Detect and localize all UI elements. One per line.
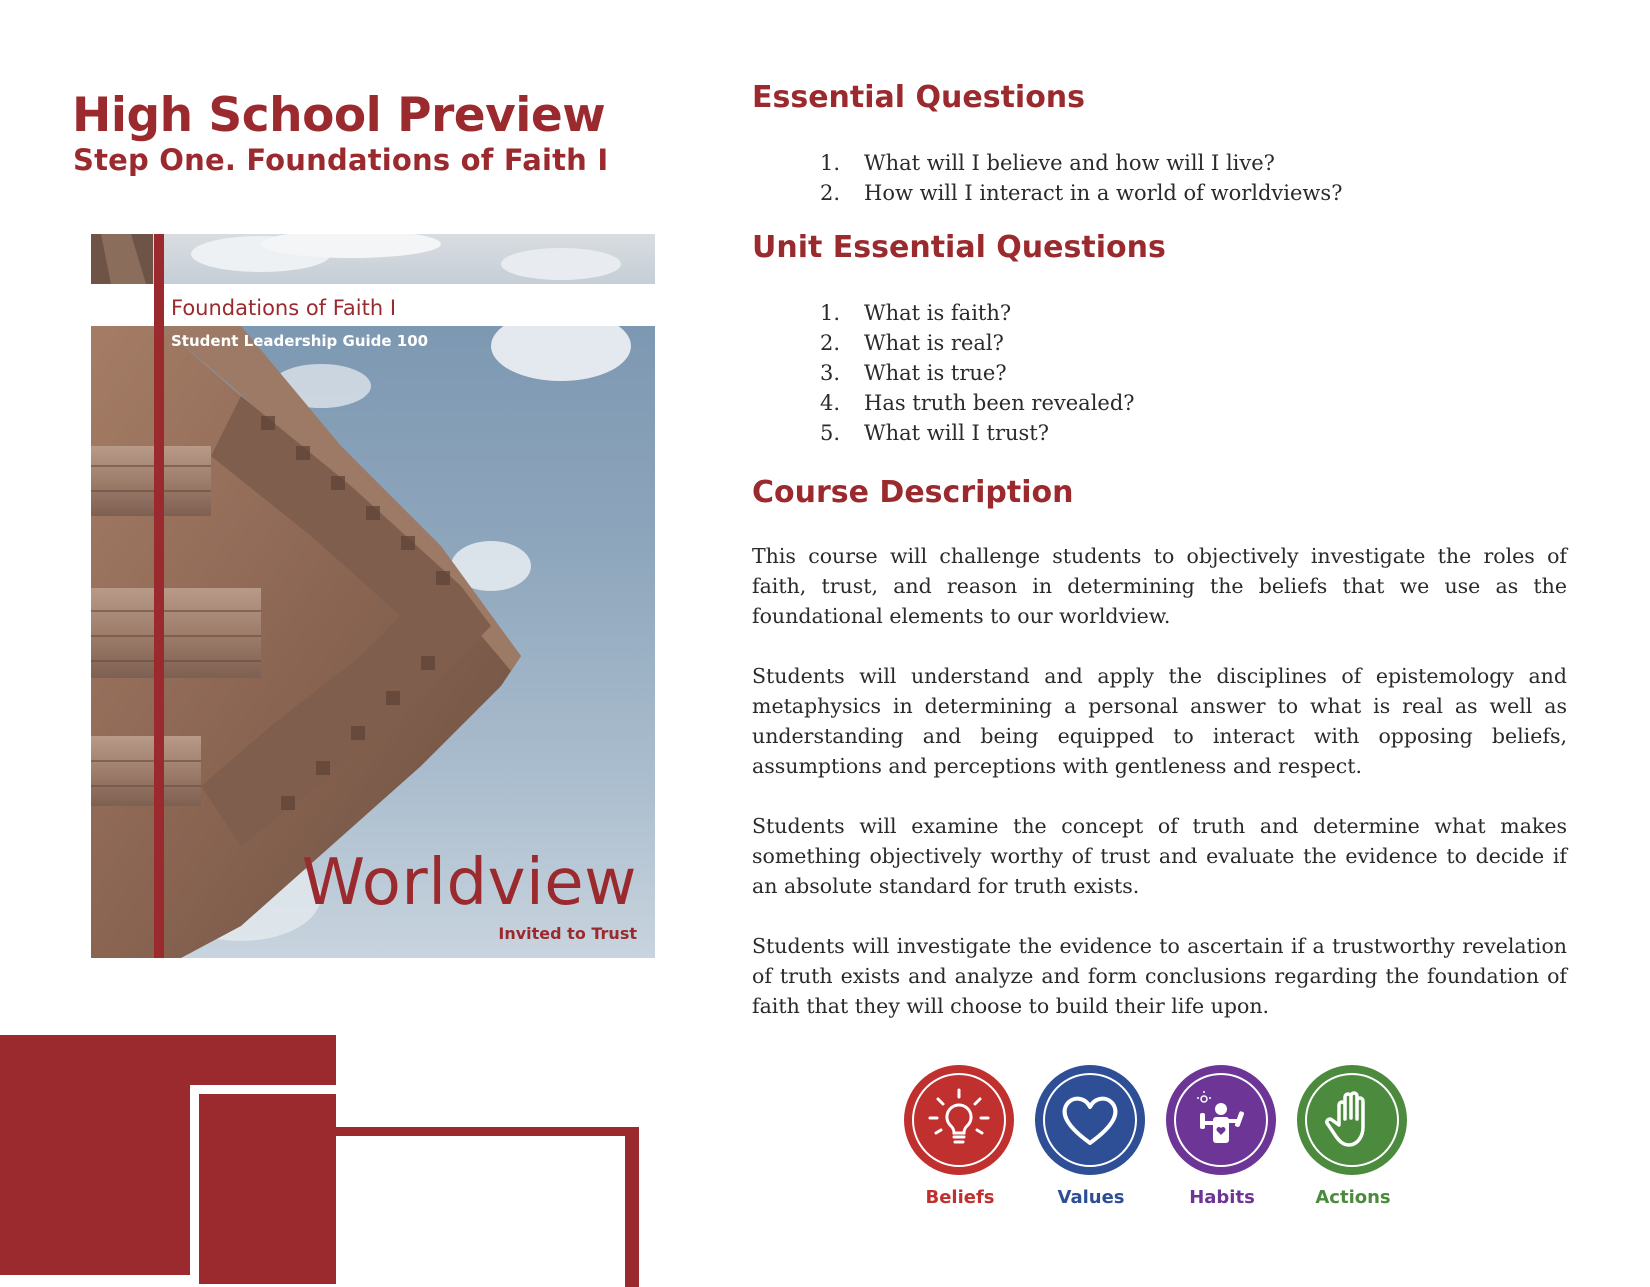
course-description-paragraph: Students will investigate the evidence to ascertain if a trustworthy revelation of truth exists and analyze and form conclusions regarding the foundation of faith that they will choose to build their life upon. (752, 934, 1567, 1018)
badge-label: Beliefs (925, 1187, 995, 1208)
habits-badge (1166, 1065, 1278, 1208)
list-item (820, 148, 1342, 178)
item-number: 3. (820, 361, 841, 385)
item-number: 5. (820, 421, 841, 445)
list-item (820, 178, 1342, 208)
values-badge (1035, 1065, 1147, 1208)
essential-questions-heading: Essential Questions (752, 80, 1086, 115)
decorative-red-frame (336, 1127, 639, 1287)
hand-icon (1297, 1065, 1407, 1175)
item-text: What will I trust? (864, 421, 1049, 445)
essential-questions-list (820, 148, 1342, 208)
item-number: 2. (820, 181, 841, 205)
heart-icon (1035, 1065, 1145, 1175)
course-description-paragraph: This course will challenge students to objectively investigate the roles of faith, trust, and reason in determining the beliefs that we use as the foundational elements to our worldview. (752, 544, 1567, 628)
badge-label: Values (1057, 1187, 1125, 1208)
beliefs-badge (904, 1065, 1016, 1208)
item-number: 1. (820, 151, 841, 175)
list-item (820, 358, 1135, 388)
course-description-heading: Course Description (752, 475, 1074, 510)
item-text: What is real? (864, 331, 1004, 355)
unit-essential-questions-heading: Unit Essential Questions (752, 230, 1166, 265)
list-item (820, 298, 1135, 328)
actions-badge (1297, 1065, 1409, 1208)
item-text: What is faith? (864, 301, 1012, 325)
page-subtitle: Step One. Foundations of Faith I (73, 143, 609, 177)
item-text: Has truth been revealed? (864, 391, 1135, 415)
item-number: 1. (820, 301, 841, 325)
book-cover (91, 234, 655, 958)
cover-guide-label: Student Leadership Guide 100 (171, 332, 429, 350)
lightbulb-icon (904, 1065, 1014, 1175)
item-text: How will I interact in a world of worldviews? (864, 181, 1343, 205)
item-text: What will I believe and how will I live? (864, 151, 1275, 175)
cover-title: Worldview (301, 846, 637, 920)
cover-tagline: Invited to Trust (498, 924, 637, 943)
badge-label: Habits (1189, 1187, 1255, 1208)
course-description-paragraph: Students will understand and apply the disciplines of epistemology and metaphysics in determining a personal answer to what is real as well as understanding and being equipped to interact with opposing beliefs, assumptions and perceptions with gentleness and respect. (752, 664, 1567, 778)
badge-label: Actions (1315, 1187, 1391, 1208)
course-description-paragraph: Students will examine the concept of truth and determine what makes something objectively worthy of trust and evaluate the evidence to decide if an absolute standard for truth exists. (752, 814, 1567, 898)
unit-essential-questions-list (820, 298, 1135, 448)
decorative-inner-block (199, 1094, 336, 1284)
list-item (820, 418, 1135, 448)
cover-series-title: Foundations of Faith I (171, 296, 397, 320)
item-text: What is true? (864, 361, 1007, 385)
cover-top-photo (91, 234, 655, 284)
item-number: 4. (820, 391, 841, 415)
page-title: High School Preview (72, 88, 606, 143)
list-item (820, 328, 1135, 358)
item-number: 2. (820, 331, 841, 355)
person-habits-icon (1166, 1065, 1276, 1175)
list-item (820, 388, 1135, 418)
cover-red-stripe (154, 234, 164, 958)
